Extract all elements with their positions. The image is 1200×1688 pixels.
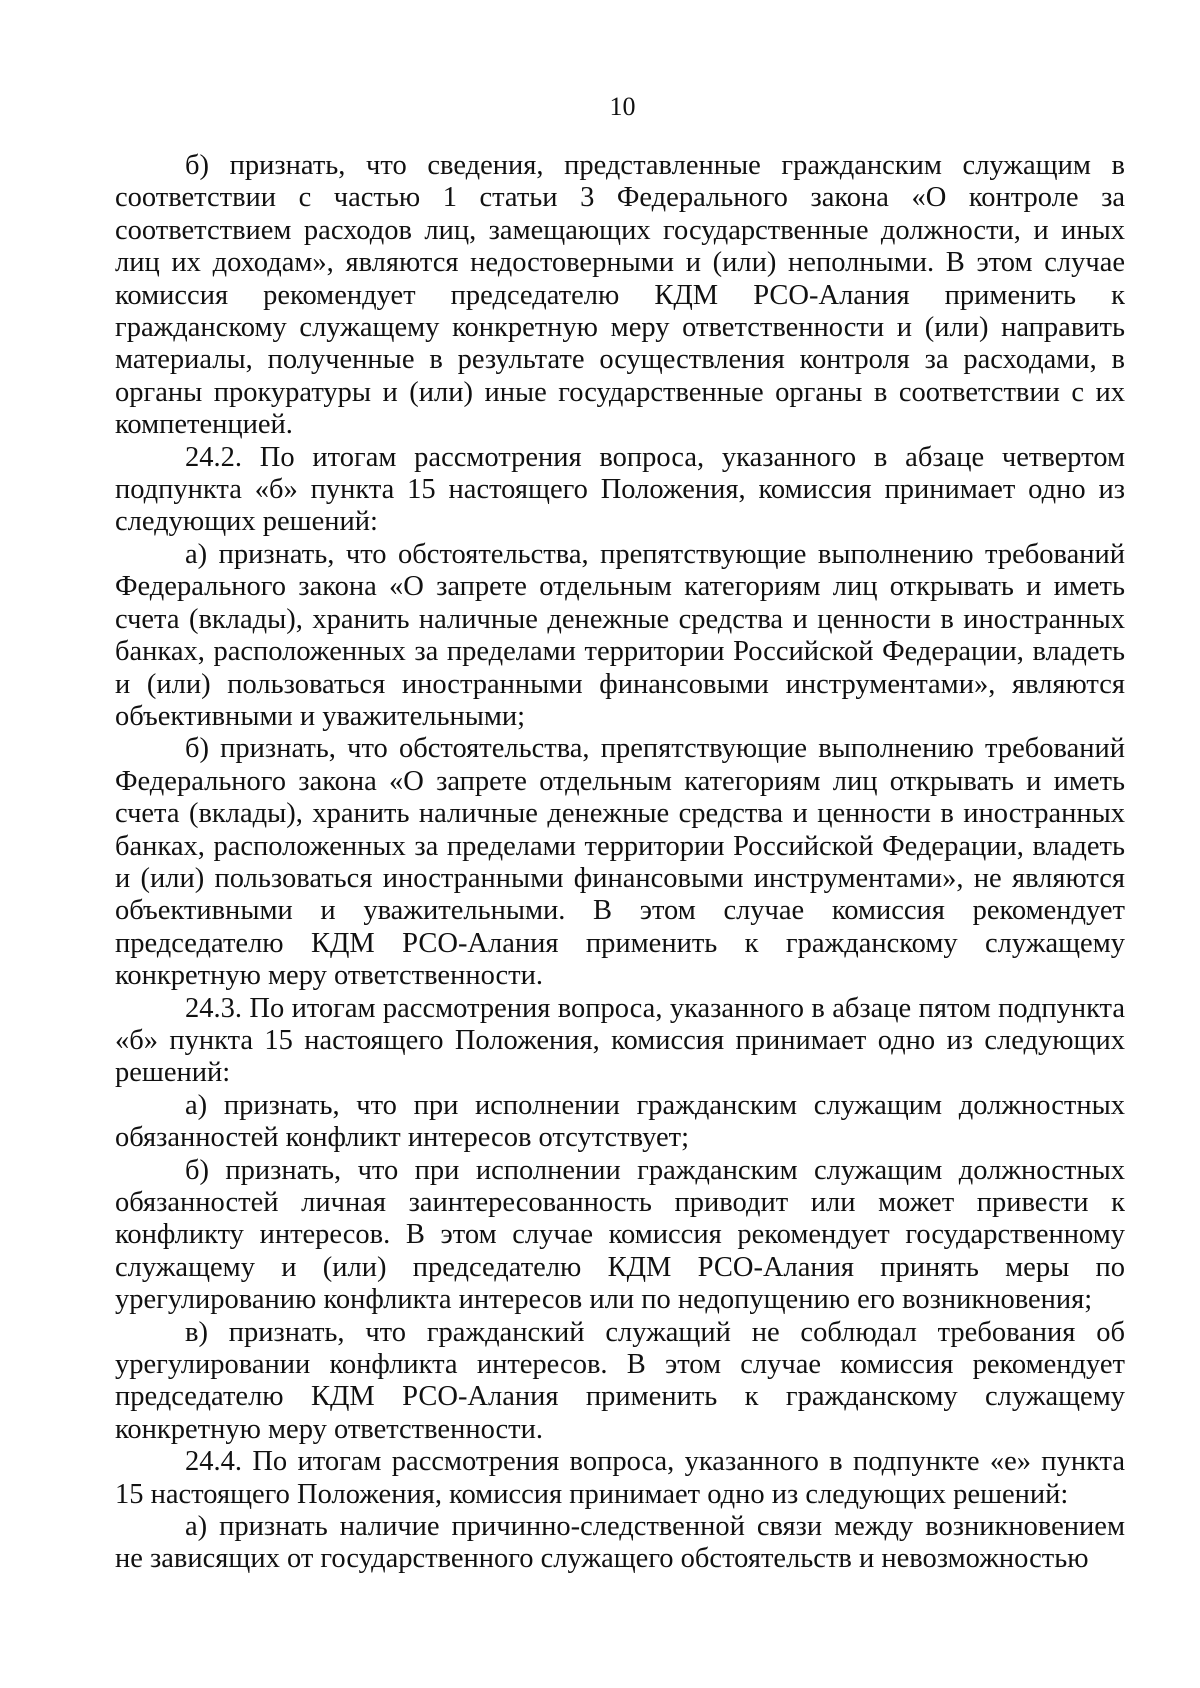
paragraph-24-4-a: а) признать наличие причинно-следственной связи между возникновением не зависящих от государственного служащего обстоятельств и невозможностью: [115, 1511, 1125, 1575]
paragraph-24-3-v: в) признать, что гражданский служащий не соблюдал требования об урегулировании конфликта интересов. В этом случае комиссия рекомендует председателю КДМ РСО-Алания применить к гражданскому служащему конкретную меру ответственности.: [115, 1316, 1125, 1445]
paragraph-24-4: 24.4. По итогам рассмотрения вопроса, указанного в подпункте «е» пункта 15 настоящего Положения, комиссия принимает одно из следующих решений:: [115, 1446, 1125, 1510]
page-number: 10: [609, 92, 636, 121]
paragraph-24-2: 24.2. По итогам рассмотрения вопроса, указанного в абзаце четвертом подпункта «б» пункта 15 настоящего Положения, комиссия принимает одно из следующих решений:: [115, 441, 1125, 538]
paragraph-24-2-a: а) признать, что обстоятельства, препятствующие выполнению требований Федерального закона «О запрете отдельным категориям лиц открывать и иметь счета (вклады), хранить наличные денежные средства и ценности в иностранных банках, расположенных за пределами территории Российской Федерации, владеть и (или) пользоваться иностранными финансовыми инструментами», являются объективными и уважительными;: [115, 538, 1125, 732]
paragraph-24-2-b: б) признать, что обстоятельства, препятствующие выполнению требований Федерального закона «О запрете отдельным категориям лиц открывать и иметь счета (вклады), хранить наличные денежные средства и ценности в иностранных банках, расположенных за пределами территории Российской Федерации, владеть и (или) пользоваться иностранными финансовыми инструментами», не являются объективными и уважительными. В этом случае комиссия рекомендует председателю КДМ РСО-Алания применить к гражданскому служащему конкретную меру ответственности.: [115, 733, 1125, 992]
paragraph-24-3: 24.3. По итогам рассмотрения вопроса, указанного в абзаце пятом подпункта «б» пункта 15 настоящего Положения, комиссия принимает одно из следующих решений:: [115, 992, 1125, 1089]
paragraph-24-3-b: б) признать, что при исполнении гражданским служащим должностных обязанностей личная заинтересованность приводит или может привести к конфликту интересов. В этом случае комиссия рекомендует государственному служащему и (или) председателю КДМ РСО-Алания принять меры по урегулированию конфликта интересов или по недопущению его возникновения;: [115, 1154, 1125, 1316]
paragraph-24-3-a: а) признать, что при исполнении гражданским служащим должностных обязанностей конфликт интересов отсутствует;: [115, 1089, 1125, 1154]
paragraph-clause-b-false-information: б) признать, что сведения, представленные гражданским служащим в соответствии с частью 1 статьи 3 Федерального закона «О контроле за соответствием расходов лиц, замещающих государственные должности, и иных лиц их доходам», являются недостоверными и (или) неполными. В этом случае комиссия рекомендует председателю КДМ РСО-Алания применить к гражданскому служащему конкретную меру ответственности и (или) направить материалы, полученные в результате осуществления контроля за расходами, в органы прокуратуры и (или) иные государственные органы в соответствии с их компетенцией.: [115, 150, 1125, 441]
document-body: [115, 150, 1125, 1576]
